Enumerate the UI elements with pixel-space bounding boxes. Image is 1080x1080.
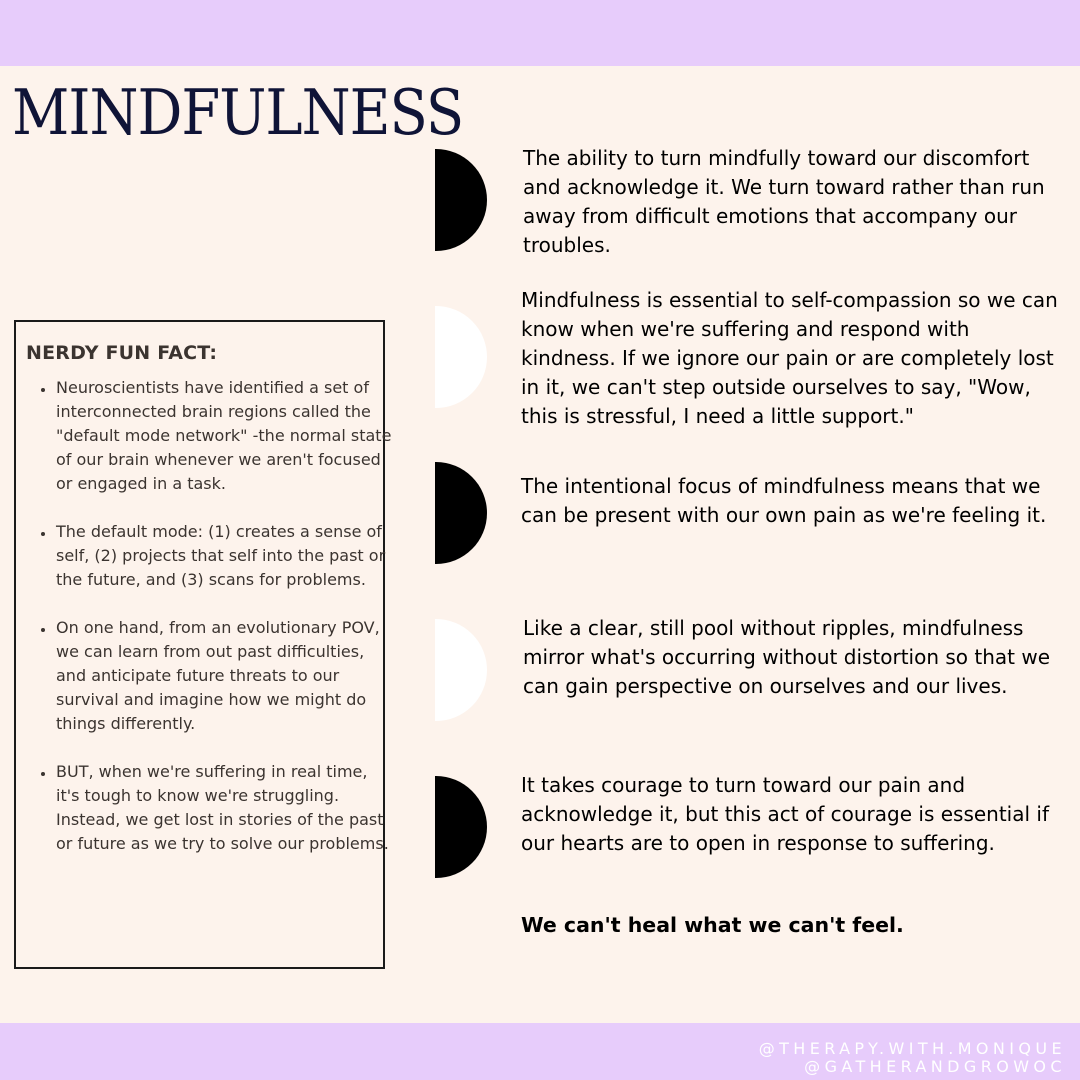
- nerdy-fun-fact-box: [14, 320, 392, 969]
- fact-item: • Neuroscientists have identified a set of interconnected brain regions called the "default mode network" -the normal state of our brain whenever we aren't focused or engaged in a task.: [55, 376, 395, 496]
- fact-item: • BUT, when we're suffering in real time, it's tough to know we're struggling. Instead, we get lost in stories of the past or future as we try to solve our problems.: [55, 760, 395, 856]
- half-moon-black-icon: [435, 149, 487, 251]
- point-text: The intentional focus of mindfulness means that we can be present with our own pain as we're feeling it.: [521, 474, 1047, 527]
- social-handles: [759, 1040, 1066, 1076]
- half-moon-black-icon: [435, 462, 487, 564]
- top-banner: [0, 0, 1080, 66]
- fact-item: • The default mode: (1) creates a sense of self, (2) projects that self into the past or the future, and (3) scans for problems.: [55, 520, 395, 592]
- fact-list: [16, 376, 395, 880]
- fact-item: • On one hand, from an evolutionary POV, we can learn from out past difficulties, and anticipate future threats to our survival and imagine how we might do things differently.: [55, 616, 395, 736]
- half-moon-black-icon: [435, 776, 487, 878]
- half-moon-white-icon: [435, 306, 487, 408]
- point-text: Like a clear, still pool without ripples, mindfulness mirror what's occurring without distortion so that we can gain perspective on ourselves and our lives.: [523, 616, 1051, 698]
- half-moon-white-icon: [435, 619, 487, 721]
- page-title: MINDFULNESS: [12, 76, 464, 150]
- point-text: Mindfulness is essential to self-compassion so we can know when we're suffering and respond with kindness. If we ignore our pain or are completely lost in it, we can't step outside ourselves to say, "Wow, this is stressful, I need a little support.": [521, 288, 1058, 428]
- fact-box-heading: NERDY FUN FACT:: [26, 342, 218, 364]
- point-text: The ability to turn mindfully toward our discomfort and acknowledge it. We turn toward rather than run away from difficult emotions that accompany our troubles.: [523, 146, 1045, 257]
- point-text: It takes courage to turn toward our pain and acknowledge it, but this act of courage is essential if our hearts are to open in response to suffering.: [521, 773, 1050, 855]
- handle-therapy: @THERAPY.WITH.MONIQUE: [758, 1039, 1066, 1058]
- handle-gather: @GATHERANDGROWOC: [804, 1057, 1066, 1076]
- closing-statement: We can't heal what we can't feel.: [521, 913, 904, 937]
